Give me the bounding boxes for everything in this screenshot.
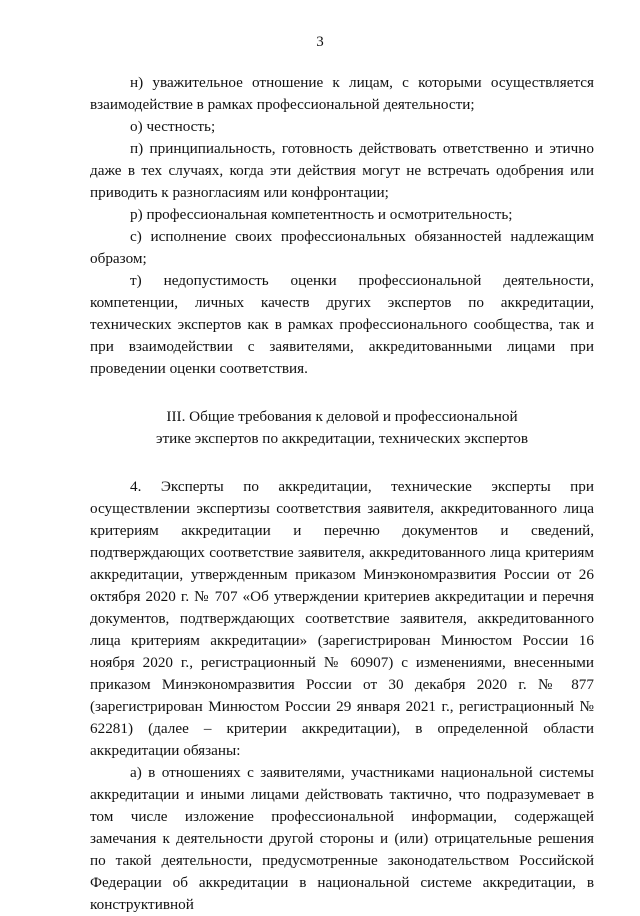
page-number: 3: [316, 34, 324, 50]
paragraph-p: п) принципиальность, готовность действовать ответственно и этично даже в тех случаях, когда эти действия могут не встречать одобрения или приводить к разногласиям или конфронтации;: [90, 140, 594, 201]
paragraph-t: т) недопустимость оценки профессиональной деятельности, компетенции, личных качеств других экспертов по аккредитации, технических экспертов как в рамках профессионального сообщества, так и при взаимодействии с заявителями, аккредитованными лицами при проведении оценки соответствия.: [90, 272, 594, 377]
paragraph-4: 4. Эксперты по аккредитации, технические эксперты при осуществлении экспертизы соответствия заявителя, аккредитованного лица критериям аккредитации и перечню документов и сведений, подтверждающих соответствие заявителя, аккредитованного лица критериям аккредитации, утвержденным приказом Минэкономразвития России от 26 октября 2020 г. № 707 «Об утверждении критериев аккредитации и перечня документов, подтверждающих соответствие заявителя, аккредитованного лица критериям аккредитации» (зарегистрирован Минюстом России 16 ноября 2020 г., регистрационный № 60907) с изменениями, внесенными приказом Минэкономразвития России от 30 декабря 2020 г. № 877 (зарегистрирован Минюстом России 29 января 2021 г., регистрационный № 62281) (далее – критерии аккредитации), в определенной области аккредитации обязаны:: [90, 478, 594, 759]
page-bottom-edge: [0, 898, 640, 899]
section-heading: [90, 406, 594, 450]
paragraph-s: с) исполнение своих профессиональных обязанностей надлежащим образом;: [90, 228, 594, 267]
paragraph-4a: а) в отношениях с заявителями, участниками национальной системы аккредитации и иными лицами действовать тактично, что подразумевает в том числе изложение профессиональной информации, содержащей замечания к деятельности другой стороны и (или) отрицательные решения по такой деятельности, предусмотренные законодательством Российской Федерации об аккредитации в национальной системе аккредитации, в конструктивной: [90, 764, 594, 913]
paragraph-r: р) профессиональная компетентность и осмотрительность;: [130, 206, 513, 223]
section-heading-line-1: III. Общие требования к деловой и профессиональной: [166, 408, 518, 425]
paragraph-n: н) уважительное отношение к лицам, с которыми осуществляется взаимодействие в рамках профессиональной деятельности;: [90, 74, 594, 113]
paragraph-o: о) честность;: [130, 118, 216, 135]
document-body: [90, 72, 594, 916]
section-heading-line-2: этике экспертов по аккредитации, технических экспертов: [155, 430, 529, 447]
